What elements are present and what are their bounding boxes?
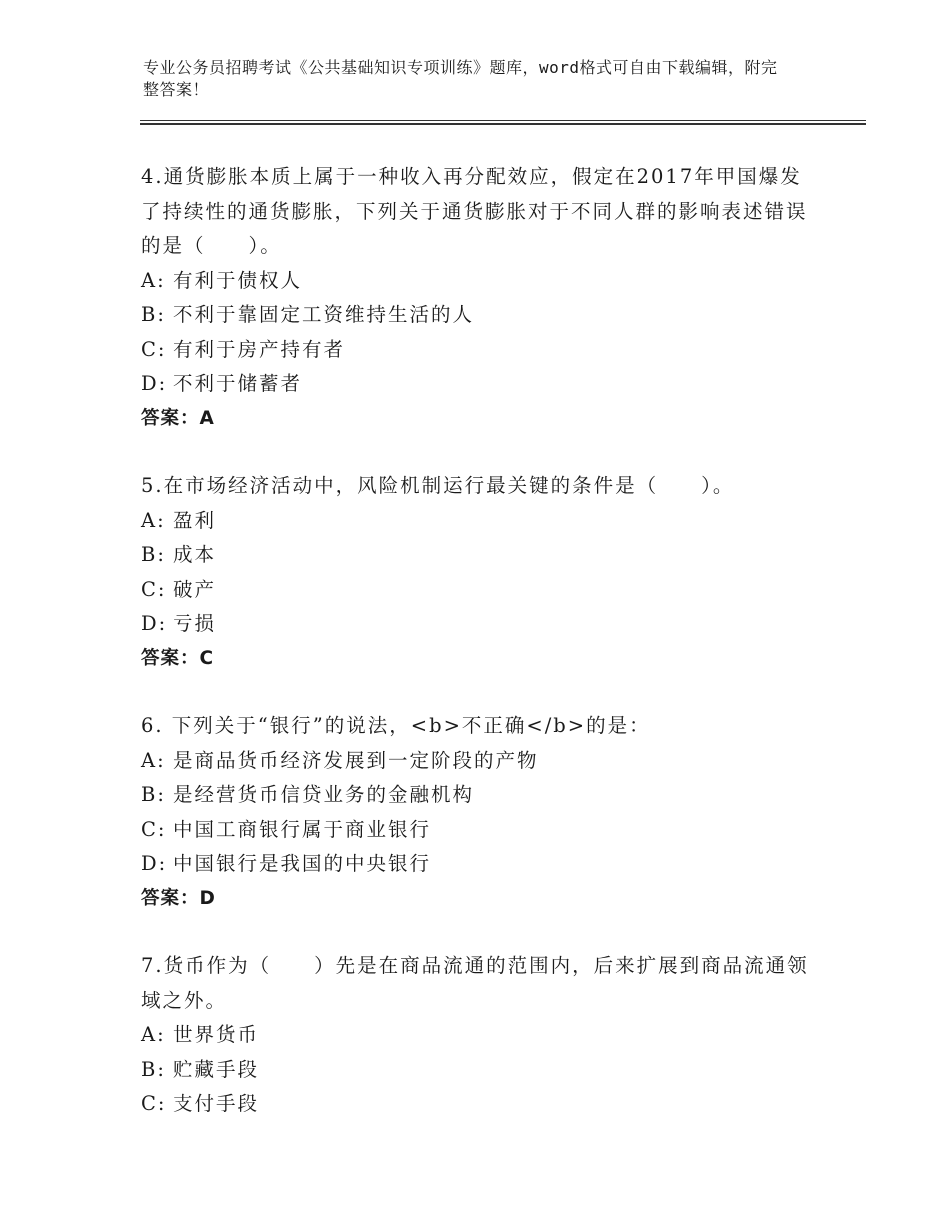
option-key: B:: [141, 1057, 166, 1081]
answer-line: 答案：D: [141, 887, 216, 909]
answer-line: 答案：A: [141, 407, 215, 429]
option-b: [141, 778, 821, 813]
option-text: 是商品货币经济发展到一定阶段的产物: [173, 748, 539, 772]
option-text: 有利于债权人: [173, 268, 303, 292]
option-key: B:: [141, 783, 166, 806]
option-key: C:: [141, 577, 167, 601]
option-text: 盈利: [173, 508, 217, 532]
option-b: [141, 298, 821, 333]
document-header: 专业公务员招聘考试《公共基础知识专项训练》题库，word格式可自由下载编辑，附完整答案！: [143, 58, 778, 99]
option-d: [141, 607, 821, 642]
question-stem: 4.通货膨胀本质上属于一种收入再分配效应，假定在2017年甲国爆发了持续性的通货膨胀，下列关于通货膨胀对于不同人群的影响表述错误的是（ ）。: [141, 165, 808, 257]
option-text: 破产: [173, 577, 217, 601]
option-a: [141, 504, 821, 539]
question-5: [141, 469, 821, 676]
question-list: [141, 160, 821, 1155]
option-key: A:: [141, 268, 166, 292]
option-text: 不利于靠固定工资维持生活的人: [173, 303, 475, 326]
question-4: [141, 160, 821, 436]
option-key: A:: [141, 1023, 166, 1046]
option-text: 中国银行是我国的中央银行: [173, 852, 432, 875]
option-b: [141, 538, 821, 573]
option-text: 支付手段: [173, 1092, 260, 1115]
option-c: [141, 813, 821, 848]
question-7: [141, 949, 821, 1122]
option-text: 不利于储蓄者: [173, 372, 303, 395]
option-a: [141, 1018, 821, 1053]
option-a: [141, 744, 821, 779]
option-c: [141, 333, 821, 368]
option-text: 是经营货币信贷业务的金融机构: [173, 783, 475, 806]
option-key: D:: [141, 612, 168, 635]
option-c: [141, 1087, 821, 1122]
option-text: 成本: [173, 543, 217, 566]
header-divider-line: [140, 120, 866, 121]
answer-line: 答案：C: [141, 647, 215, 669]
question-stem: 5.在市场经济活动中，风险机制运行最关键的条件是（ ）。: [141, 474, 735, 497]
header-divider-line-thick: [140, 123, 866, 125]
question-6: [141, 709, 821, 916]
question-stem: 6. 下列关于“银行”的说法，<b>不正确</b>的是：: [141, 714, 651, 737]
option-d: [141, 847, 821, 882]
option-text: 贮藏手段: [173, 1057, 260, 1081]
option-key: C:: [141, 817, 167, 841]
option-key: A:: [141, 508, 166, 532]
option-key: B:: [141, 303, 166, 326]
option-b: [141, 1053, 821, 1088]
option-text: 有利于房产持有者: [173, 337, 346, 361]
option-c: [141, 573, 821, 608]
option-d: [141, 367, 821, 402]
option-key: C:: [141, 337, 167, 361]
option-key: D:: [141, 372, 168, 395]
option-text: 亏损: [173, 612, 217, 635]
option-key: A:: [141, 748, 166, 772]
option-key: B:: [141, 543, 166, 566]
option-key: C:: [141, 1092, 167, 1115]
option-a: [141, 264, 821, 299]
question-stem: 7.货币作为（ ）先是在商品流通的范围内，后来扩展到商品流通领域之外。: [141, 954, 809, 1012]
option-key: D:: [141, 852, 168, 875]
option-text: 中国工商银行属于商业银行: [173, 817, 432, 841]
option-text: 世界货币: [173, 1023, 260, 1046]
